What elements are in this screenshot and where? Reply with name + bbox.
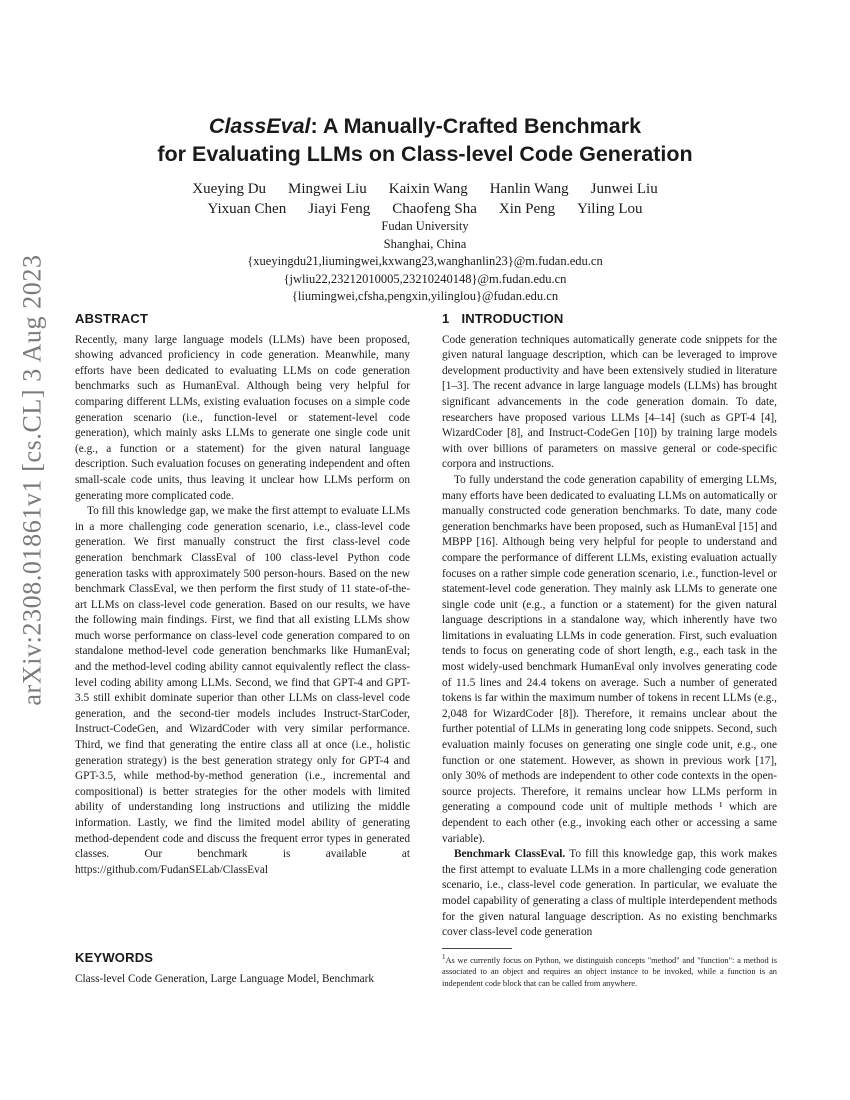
introduction-heading (442, 311, 777, 327)
author: Hanlin Wang (489, 181, 569, 197)
intro-paragraph-1: Code generation techniques automatically generate code snippets for the given natural language description, which can be leveraged to improve development productivity and have been extensively studied in literature [1–3]. The recent advance in large language models (LLMs) has brought significant advancements in the code generation domain. To date, researchers have proposed various LLMs [4–14] (such as GPT-4 [4], WizardCoder [8], and Instruct-CodeGen [10]) by training large models with over billions of parameters on massive general or code-specific corpora and instructions. (442, 333, 777, 471)
author: Xin Peng (498, 201, 556, 217)
author: Mingwei Liu (288, 181, 367, 197)
author: Xueying Du (192, 181, 267, 197)
title-line-1-rest: : A Manually-Crafted Benchmark (310, 114, 642, 138)
arxiv-identifier-stamp (2, 254, 64, 706)
footnote-text: As we currently focus on Python, we distinguish concepts "method" and "function": a method is associated to an object and requires an object instance to be invoked, while a function is an independent code block that can be called from anywhere. (442, 955, 777, 988)
author: Junwei Liu (590, 181, 658, 197)
abstract-paragraph-1: Recently, many large language models (LLMs) have been proposed, showing advanced proficiency in code generation. Meanwhile, many efforts have been dedicated to evaluating LLMs on code generation benchmarks such as HumanEval. Although being very helpful for comparing different LLMs, existing evaluation focuses on a simple code generation scenario (i.e., function-level or statement-level code generation), which mainly asks LLMs to generate one single code unit (e.g., a function or a statement) for the given natural language description. Such evaluation focuses on generating independent and often small-scale code units, thus leaving it unclear how LLMs perform on generating more complicated code. (75, 333, 410, 502)
abstract-heading: ABSTRACT (75, 311, 149, 326)
affiliation-email: {jwliu22,23212010005,23210240148}@m.fudan.edu.cn (283, 271, 567, 286)
affiliation-university: Fudan University (381, 219, 469, 233)
keywords-heading: KEYWORDS (75, 950, 154, 965)
intro-paragraph-2: To fully understand the code generation capability of emerging LLMs, many efforts have been dedicated to evaluating LLMs on automatically or manually constructed code generation benchmarks. To date, many code generation benchmarks have been proposed, such as HumanEval [15] and MBPP [16]. Although being very helpful for people to understand and compare the performance of different LLMs, existing evaluation actually focuses on a rather simple code generation scenario, i.e., function-level or statement-level code generation. They mainly ask LLMs to generate one single code unit (e.g., a function or a statement) for the given natural language descriptions in a standalone way, which inherently have two limitations in evaluating LLMs in code generation. First, such evaluation tends to focus on generating code of short length, e.g., each task in the most widely-used benchmark HumanEval only involves generating code of 11.5 lines and 24.4 tokens on average. Such a number of generated tokens is far within the maximum number of tokens in recent LLMs (e.g., 2,048 for WizardCoder [8]). Therefore, it remains unclear about the further potential of LLMs in generating long code snippets. Second, such evaluation mainly focuses on generating one single code unit, e.g., one function or one statement. However, as shown in previous work [17], only 30% of methods are independent to other code contexts in the open-source projects. Therefore, it remains unclear how LLMs perform in generating a compound code unit of multiple methods ¹ which are dependent to each other (e.g., invoking each other or accessing a same variable). (442, 473, 777, 845)
section-number: 1 (442, 311, 450, 326)
right-column (442, 311, 777, 941)
paper-title (100, 112, 750, 168)
title-line-2: for Evaluating LLMs on Class-level Code Generation (157, 142, 693, 166)
author: Jiayi Feng (308, 201, 371, 217)
author: Yiling Lou (577, 201, 643, 217)
affiliation-location: Shanghai, China (383, 236, 467, 251)
footnote-rule (442, 948, 512, 949)
affiliation-email: {xueyingdu21,liumingwei,kxwang23,wanghanlin23}@m.fudan.edu.cn (247, 254, 603, 268)
section-title: INTRODUCTION (461, 311, 564, 326)
title-benchmark-name: ClassEval (208, 114, 311, 138)
keywords-section (75, 950, 410, 987)
footnote (442, 952, 777, 989)
left-column (75, 311, 410, 878)
paragraph-body: To fill this knowledge gap, this work makes the first attempt to evaluate LLMs in a more challenging code generation scenario, i.e., class-level code generation. In particular, we evaluate the model capability of generating a class of multiple interdependent methods for the given natural language description. As no existing benchmarks cover class-level code generation (442, 848, 777, 939)
keywords-text: Class-level Code Generation, Large Language Model, Benchmark (75, 972, 375, 985)
author-row-1 (100, 179, 750, 199)
author-row-2 (100, 199, 750, 219)
author: Yixuan Chen (207, 201, 287, 217)
footnote-mark: 1 (442, 953, 446, 961)
intro-paragraph-3 (442, 847, 777, 941)
author: Kaixin Wang (388, 181, 468, 197)
paragraph-lead: Benchmark ClassEval. (454, 848, 566, 861)
affiliation-block (100, 218, 750, 306)
affiliation-email: {liumingwei,cfsha,pengxin,yilinglou}@fudan.edu.cn (291, 289, 559, 303)
author-list (100, 179, 750, 219)
title-line-1 (100, 112, 750, 140)
arxiv-stamp-text: arXiv:2308.01861v1 [cs.CL] 3 Aug 2023 (18, 254, 48, 706)
abstract-paragraph-2: To fill this knowledge gap, we make the first attempt to evaluate LLMs in a more challenging code generation scenario, i.e., class-level code generation. We first manually construct the first class-level code generation benchmark ClassEval of 100 class-level Python code generation tasks with approximately 500 person-hours. Based on the new benchmark ClassEval, we then perform the first study of 11 state-of-the-art LLMs on class-level code generation. Based on our results, we have the following main findings. First, we find that all existing LLMs show much worse performance on class-level code generation compared to on standalone method-level code generation benchmarks like HumanEval; and the method-level coding ability cannot equivalently reflect the class-level coding ability among LLMs. Second, we find that GPT-4 and GPT-3.5 still exhibit dominate superior than other LLMs on class-level code generation, and the second-tier models includes Instruct-StarCoder, Instruct-CodeGen, and WizardCoder with very similar performance. Third, we find that generating the entire class all at once (i.e., holistic generation strategy) is the best generation strategy only for GPT-4 and GPT-3.5, while method-by-method generation (i.e., incremental and compositional) is better strategies for the other models with limited ability of understanding long instructions and utilizing the middle information. Lastly, we find the limited model ability of generating method-dependent code and discuss the frequent error types in generated classes. Our benchmark is available at https://github.com/FudanSELab/ClassEval (75, 505, 410, 876)
author: Chaofeng Sha (392, 201, 477, 217)
